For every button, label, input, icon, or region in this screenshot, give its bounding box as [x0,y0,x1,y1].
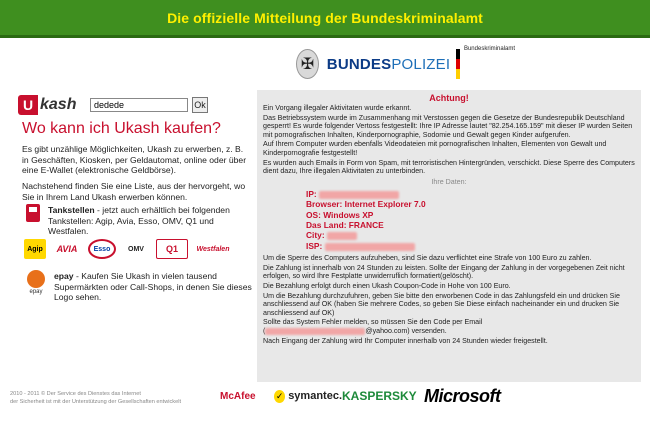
ip-row: IP: [306,189,635,199]
sponsor-logos [220,382,650,410]
where-to-buy-heading: Wo kann ich Ukash kaufen? [22,120,221,137]
footer-copyright: 2010 - 2011 © Der Service des Dienstes das Internet der Sicherheit ist mit der Unterstützung der Gesellschaften entwickelt [10,391,181,405]
country-row: Das Land: FRANCE [306,219,384,230]
omv-logo: OMV [122,239,150,259]
your-data-label: Ihre Daten: [431,177,467,186]
bka-logo-text: Bundeskriminalamt [463,46,515,52]
agip-logo: Agip [24,239,46,259]
notice-p10: Nach Eingang der Zahlung wird Ihr Computer innerhalb von 24 Stunden wieder freigestellt. [263,336,548,345]
browser-row: Browser: Internet Explorer 7.0 [306,199,426,210]
notice-p4: Es wurden auch Emails in Form von Spam, mit terroristischen Hintergründen, verschickt. Diese Sperre des Computers dient dazu, Ihre illegalen Aktivitaten zu unterbinden. [263,158,635,176]
os-row: OS: Windows XP [306,209,374,220]
notice-p8: Um die Bezahlung durchzufuhren, geben Sie bitte den erworbenen Code in das Zahlungsfeld ein und drücken Sie anschliessend auf OK (haben Sie mehrere Codes, so geben Sie Diese einfach nacheinander ein und drucken Sie anschliessend auf OK) [263,291,620,317]
ukash-logo [18,94,86,116]
notice-panel [257,90,641,382]
notice-p6: Die Zahlung ist innerhalb von 24 Stunden zu leisten. Sollte der Eingang der Zahlung in der vorgegebenen Zeit nicht erfolgen, so wird Ihre Festplatte unwiderruflich formatiert(gelöscht). [263,263,625,281]
kaspersky-logo: KASPERSKY [342,389,417,403]
mcafee-logo: McAfee [220,390,256,402]
ip-redacted [319,191,399,199]
ok-button[interactable]: Ok [192,97,208,113]
notice-title: Achtung! [429,93,469,103]
notice-p7: Die Bezahlung erfolgt durch einen Ukash Coupon-Code in Hohe von 100 Euro. [263,281,511,290]
ukash-logo-word: kash [40,96,77,113]
symantec-logo: ✓ symantec. [274,390,342,403]
ukash-list-text: Nachstehend finden Sie eine Liste, aus der hervorgeht, wo Sie in Ihrem Land Ukash erwerben können. [22,181,246,202]
westfalen-logo: Westfalen [194,239,232,259]
eagle-emblem-icon: ✠ [296,49,319,79]
epay-text: epay - Kaufen Sie Ukash in vielen tausend Supermärkten oder Call-Shops, in denen Sie dieses Logo sehen. [54,271,252,302]
q1-logo: Q1 [156,239,188,259]
ukash-logo-u: U [18,95,38,115]
notice-p1: Ein Vorgang illegaler Aktivitaten wurde erkannt. [263,104,412,112]
notice-p3: Auf Ihrem Computer wurden ebenfalls Videodateien mit pornografischen Inhalten, Elementen von Gewalt und Kinderpornografie festgestellt! [263,140,607,157]
station-logos [24,237,254,261]
ukash-code-input[interactable] [90,98,188,112]
tankstellen-text: Tankstellen - jetzt auch erhältlich bei folgenden Tankstellen: Agip, Avia, Esso, OMV, Q1 und Westfalen. [48,205,230,236]
page-title: Die offizielle Mitteilung der Bundeskriminalamt [167,9,483,26]
epay-logo-icon [26,270,46,300]
avia-logo: AVIA [52,239,82,259]
city-row: City: [306,230,635,240]
bundespolizei-logo: BUNDESPOLIZEI [326,55,451,73]
isp-row: ISP: [306,241,635,251]
fuel-pump-icon [26,204,40,222]
isp-redacted [325,243,415,251]
epay-logo-label: epay [29,289,43,295]
ukash-intro-text: Es gibt unzählige Möglichkeiten, Ukash zu erwerben, z. B. in Geschäften, Kiosken, per Geldautomat, online oder über eine E-Wallet (elektronische Geldbörse). [22,144,247,175]
notice-p9: Sollte das System Fehler melden, so müssen Sie den Code per Email ( @yahoo.com) versenden. [263,318,483,335]
epay-blob-icon [27,270,45,288]
city-redacted [327,232,357,240]
microsoft-logo: Microsoft [424,385,501,406]
header-bar [0,0,650,38]
email-redacted [265,328,365,335]
notice-p2: Das Betriebssystem wurde im Zusammenhang mit Verstossen gegen die Gesetze der Bundesrepublik Deutschland gesperrt! Es wurde folgender Vertoss festgestellt: Ihre IP Adresse lautet "82.254.165.159" mit dieser IP wurden Seiten mit pornografischen Inhalten, Kinderpornographie, Sodomie und Gewalt gegen Kinder aufgerufen. [263,113,633,139]
german-flag-icon [456,49,460,79]
police-logo-strip [290,43,515,85]
notice-p5: Um die Sperre des Computers aufzuheben, sind Sie dazu verflichtet eine Strafe von 100 Euro zu zahlen. [263,254,592,263]
esso-logo: Esso [88,239,116,259]
user-data-block [306,189,635,251]
